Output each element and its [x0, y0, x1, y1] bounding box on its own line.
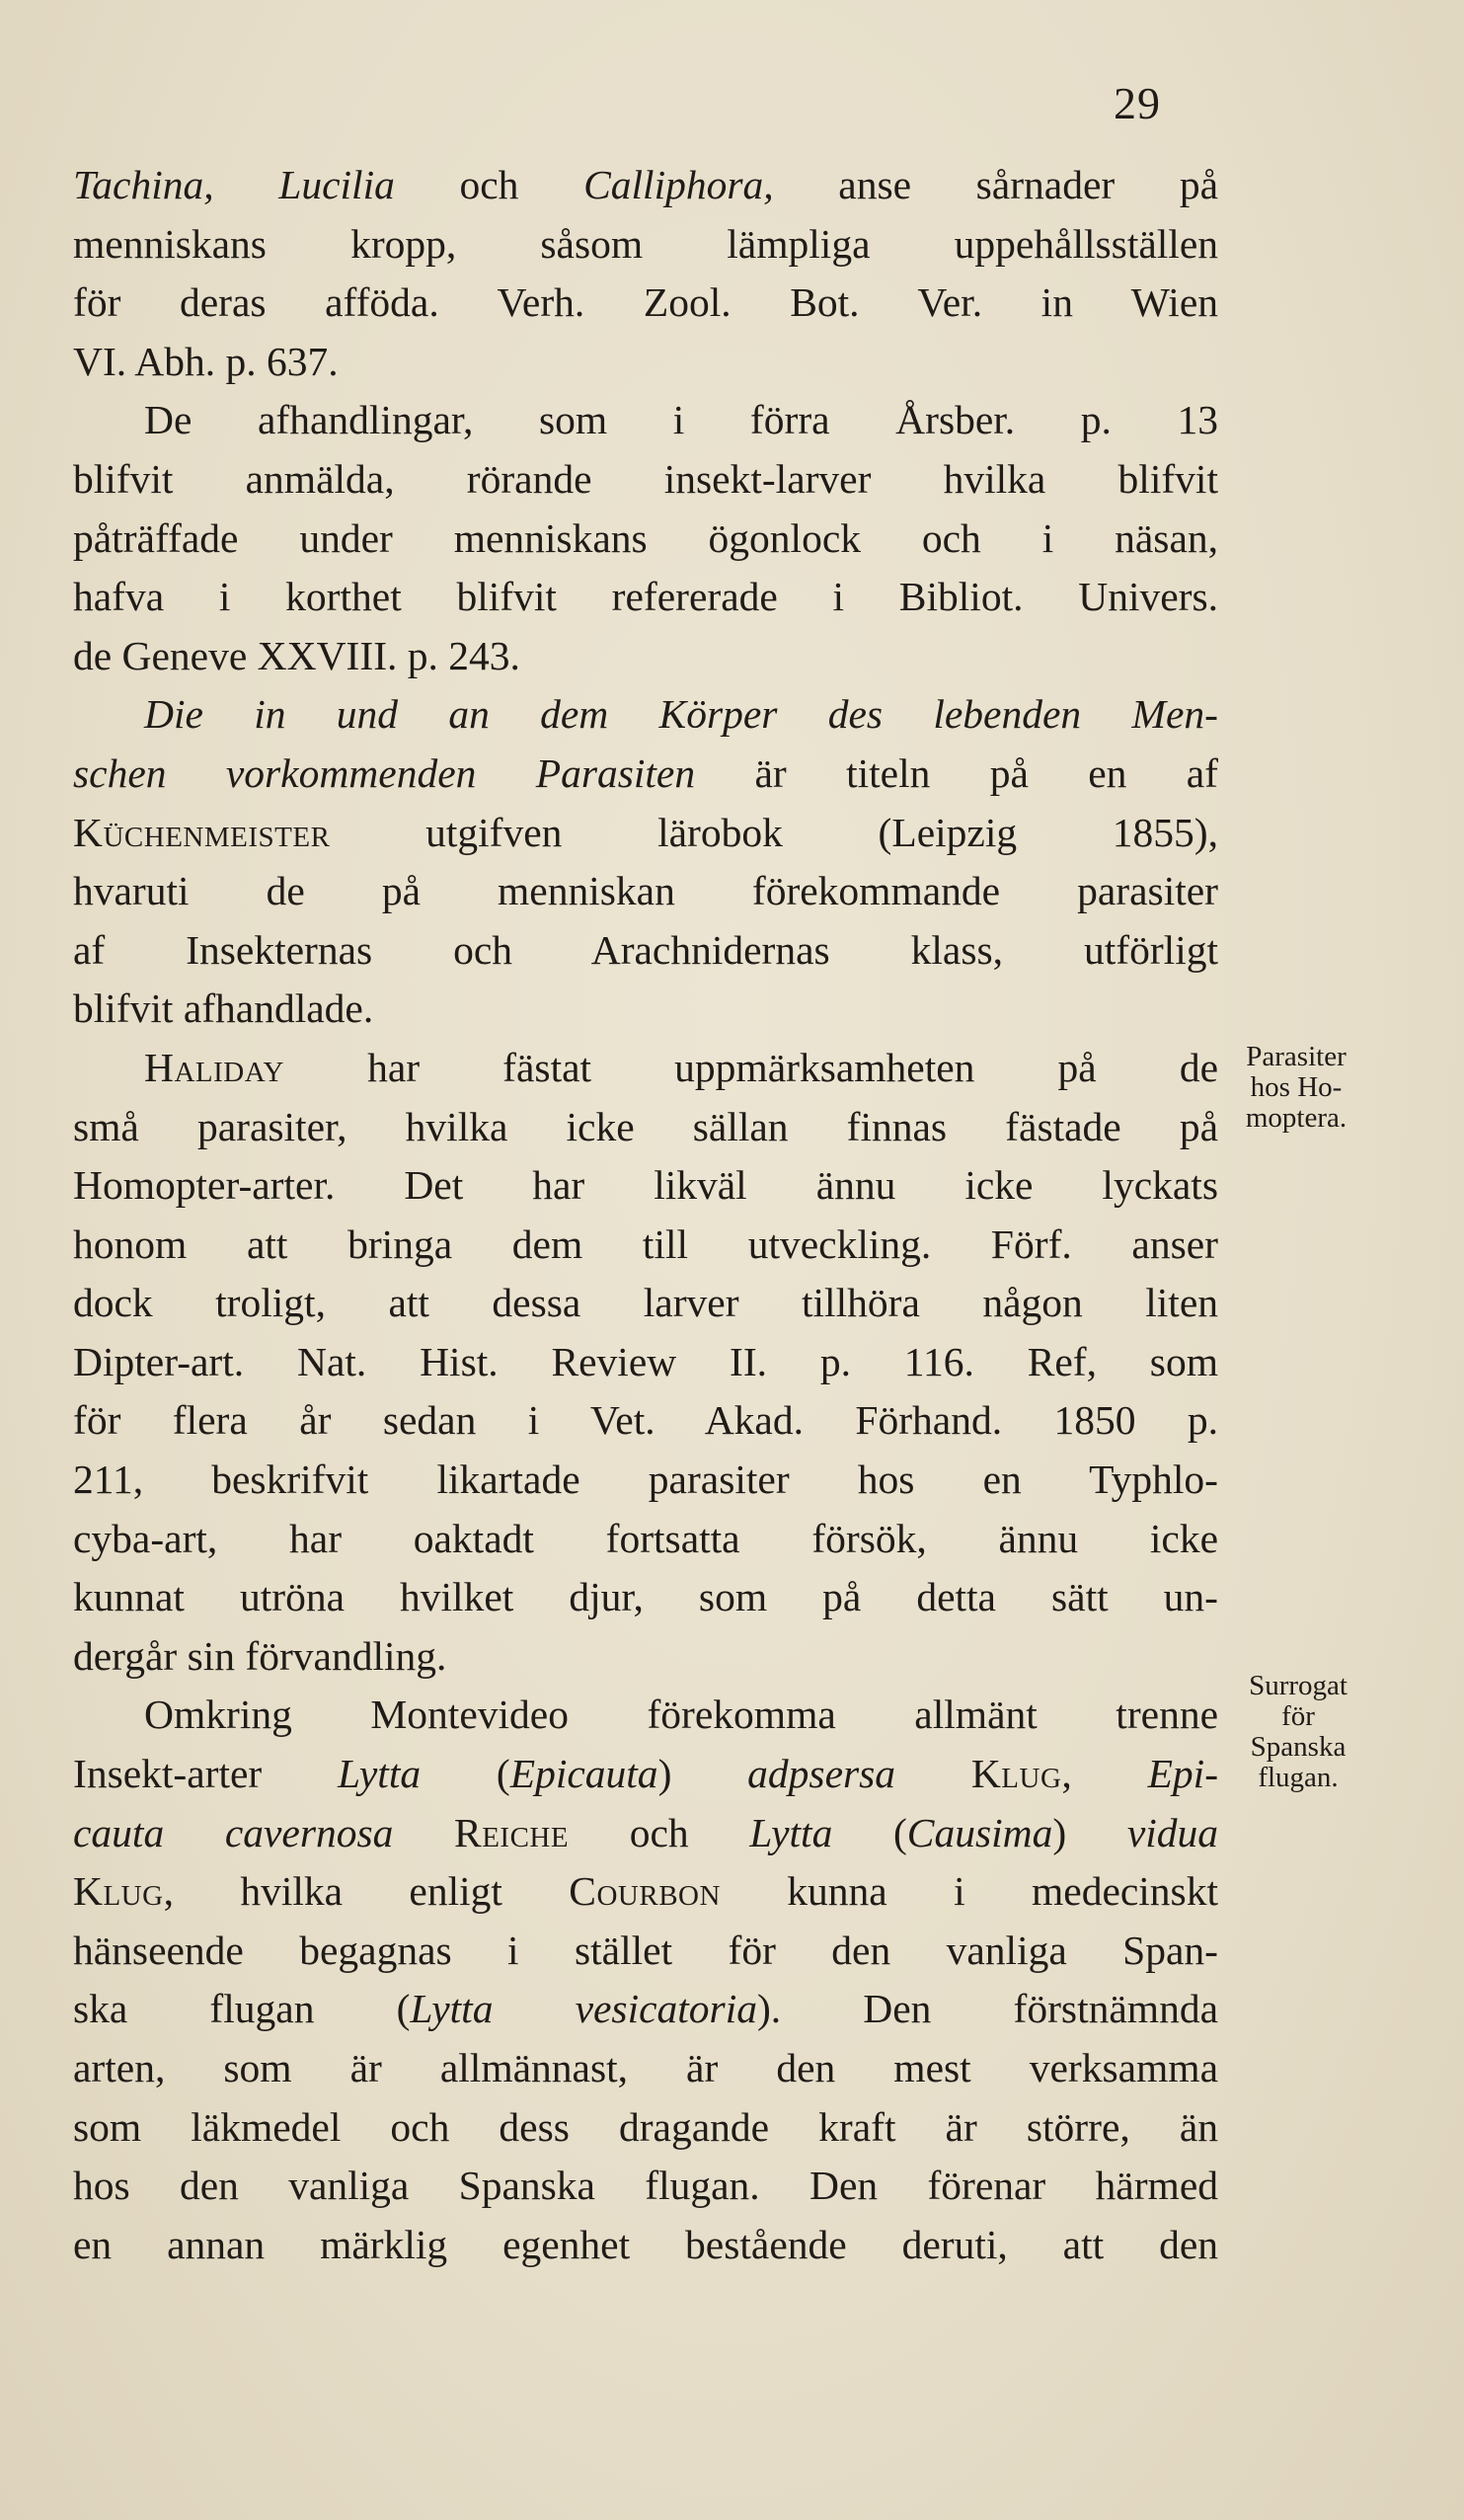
text-line: som läkmedel och dess dragande kraft är större, än [73, 2103, 1218, 2150]
text-line [73, 685, 1218, 745]
page-number: 29 [1114, 78, 1161, 128]
book-title: Die in und an dem Körper des lebenden Men- [144, 691, 1218, 738]
text-line: cyba-art, har oaktadt fortsatta försök, ännu icke [73, 1515, 1218, 1561]
margin-note-surrogat: Surrogat för Spanska flugan. [1249, 1670, 1348, 1793]
book-title: schen vorkommenden Parasiten [73, 749, 696, 796]
text-line: Küchenmeister utgifven lärobok (Leipzig 1855), [73, 809, 1218, 855]
text-line: ska flugan (Lytta vesicatoria). Den förstnämnda [73, 1986, 1218, 2032]
text-line: Tachina, Lucilia och Calliphora, anse sårnader på [73, 162, 1219, 207]
margin-note-parasiter: Parasiter hos Ho- moptera. [1245, 1041, 1348, 1134]
text-line: dergår sin förvandling. [73, 1632, 447, 1679]
text-line: Dipter-art. Nat. Hist. Review II. p. 116. Ref, som [73, 1338, 1218, 1384]
text-line: hafva i korthet blifvit refererade i Bibliot. Univers. [73, 574, 1218, 620]
text-line: hänseende begagnas i stället för den vanliga Span- [73, 1927, 1218, 1973]
text-line: små parasiter, hvilka icke sällan finnas fästade på [73, 1103, 1218, 1149]
text-line: Omkring Montevideo förekomma allmänt trenne [144, 1692, 1218, 1738]
text-line: kunnat utröna hvilket djur, som på detta sätt un- [73, 1574, 1218, 1620]
text-line: de Geneve XXVIII. p. 243. [73, 632, 520, 678]
taxon-name: Lucilia [278, 162, 395, 207]
text-line: Homopter-arter. Det har likväl ännu icke lyckats [73, 1162, 1218, 1209]
text-line: cauta cavernosa Reiche och Lytta (Causima) vidua [73, 1809, 1219, 1855]
taxon-name: Tachina, [73, 162, 214, 207]
text-line: hos den vanliga Spanska flugan. Den förenar härmed [73, 2163, 1218, 2209]
author-name: Haliday [144, 1044, 284, 1090]
text-line: schen vorkommenden Parasiten är titeln på en af [73, 749, 1219, 796]
text-line: en annan märklig egenhet bestående deruti, att den [73, 2221, 1218, 2267]
author-name: Küchenmeister [73, 809, 331, 855]
text-line: för flera år sedan i Vet. Akad. Förhand. 1850 p. [73, 1397, 1218, 1444]
text-line: påträffade under menniskans ögonlock och i näsan, [73, 514, 1218, 561]
text-line: 211, beskrifvit likartade parasiter hos en Typhlo- [73, 1457, 1218, 1503]
text-line: af Insekternas och Arachnidernas klass, utförligt [73, 926, 1218, 973]
text-line: för deras afföda. Verh. Zool. Bot. Ver. in Wien [73, 279, 1218, 326]
text-line: Insekt-arter Lytta (Epicauta) adpsersa Klug, Epi- [73, 1751, 1219, 1797]
text-line: menniskans kropp, såsom lämpliga uppehållsställen [73, 220, 1218, 267]
text-line: blifvit anmälda, rörande insekt-larver hvilka blifvit [73, 455, 1218, 502]
text-line: VI. Abh. p. 637. [73, 338, 339, 384]
body-text [73, 156, 1218, 2274]
text-line: honom att bringa dem till utveckling. Förf. anser [73, 1221, 1218, 1267]
text-line: Klug, hvilka enligt Courbon kunna i medecinskt [73, 1868, 1218, 1915]
text-line: hvaruti de på menniskan förekommande parasiter [73, 868, 1218, 914]
text-line: blifvit afhandlade. [73, 985, 374, 1032]
text-line: arten, som är allmännast, är den mest verksamma [73, 2045, 1218, 2090]
text-line: De afhandlingar, som i förra Årsber. p. 13 [144, 397, 1218, 443]
text-line: dock troligt, att dessa larver tillhöra någon liten [73, 1280, 1218, 1326]
text-line: Haliday har fästat uppmärksamheten på de [144, 1044, 1218, 1090]
taxon-name: Calliphora, [583, 162, 774, 207]
